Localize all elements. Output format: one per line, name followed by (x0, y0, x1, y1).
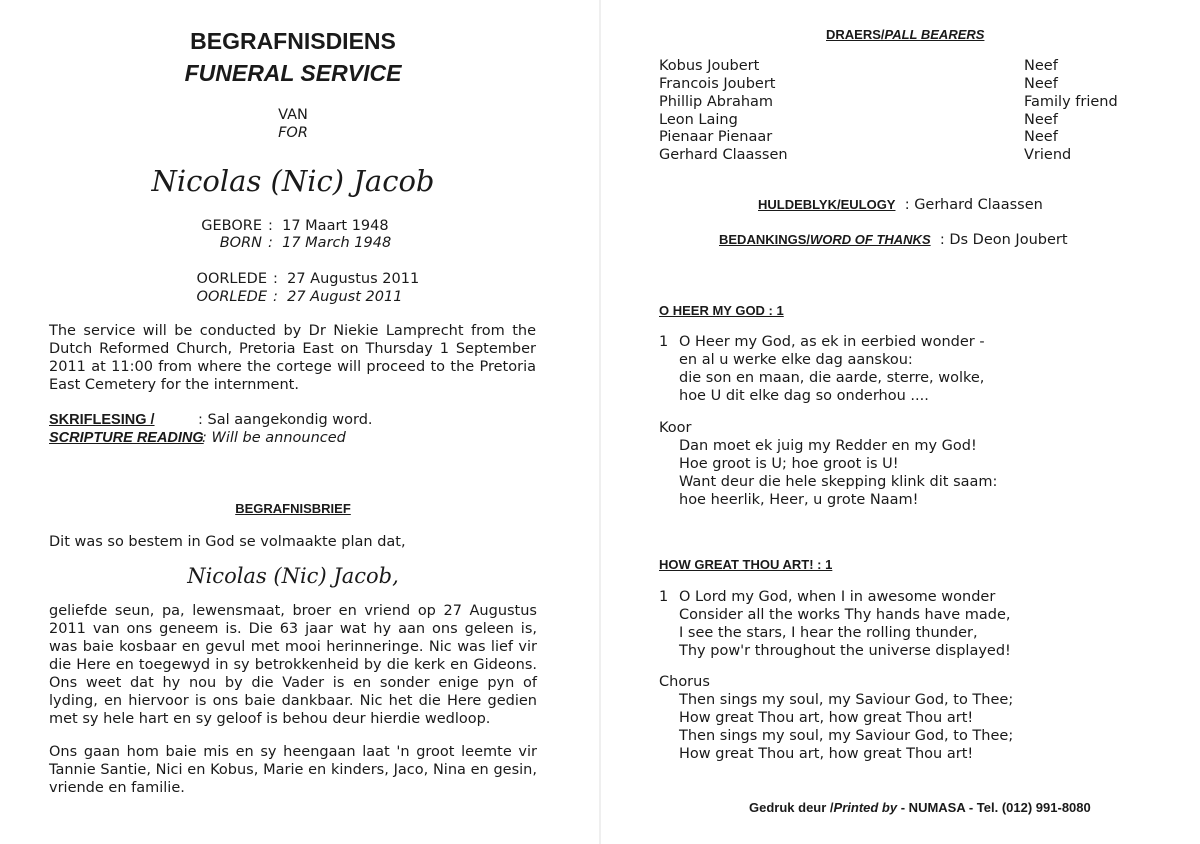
scripture-value-en: : Will be announced (202, 430, 346, 446)
hymn-af-chorus-line-3: Want deur die hele skepping klink dit saam: (679, 474, 998, 490)
hymn-af-chorus-line-2: Hoe groot is U; hoe groot is U! (679, 456, 899, 472)
died-value-af: : 27 Augustus 2011 (273, 271, 420, 287)
pallbearer-name-5: Pienaar Pienaar (659, 129, 773, 145)
hymn-en-verse-line-3: I see the stars, I hear the rolling thunder, (679, 625, 978, 641)
service-paragraph: The service will be conducted by Dr Niekie Lamprecht from the Dutch Reformed Church, Pretoria East on Thursday 1 September 2011 at 11:00 from where the cortege will proceed to the Pretoria East Cemetery for the internment. (49, 323, 536, 393)
died-date-af: 27 Augustus 2011 (287, 271, 420, 287)
pallbearers-heading-af: DRAERS/ (826, 27, 885, 42)
thanks-value: : Ds Deon Joubert (939, 232, 1068, 248)
hymn-en-verse-line-1: O Lord my God, when I in awesome wonder (679, 589, 996, 605)
letter-name: Nicolas (Nic) Jacob, (187, 564, 399, 588)
pallbearer-name-1: Kobus Joubert (659, 58, 760, 74)
hymn-en-verse-line-2: Consider all the works Thy hands have made, (679, 607, 1011, 623)
hymn-en-verse-line-4: Thy pow'r throughout the universe displayed! (679, 643, 1011, 659)
born-value-af: : 17 Maart 1948 (268, 218, 389, 234)
hymn-en-verse-number: 1 (659, 589, 669, 605)
died-value-en: : 27 August 2011 (273, 289, 403, 305)
died-label-af: OORLEDE (196, 271, 267, 287)
died-label-en: OORLEDE (196, 289, 267, 305)
eulogy-value: : Gerhard Claassen (904, 197, 1043, 213)
van-label: VAN (278, 107, 308, 123)
thanks-label-en: WORD OF THANKS (810, 232, 931, 247)
thanks-label-af: BEDANKINGS/ (719, 232, 811, 247)
hymn-af-verse-number: 1 (659, 334, 669, 350)
born-date-en: 17 March 1948 (282, 235, 392, 251)
scripture-label-af: SKRIFLESING / (49, 412, 155, 428)
pallbearer-relation-4: Neef (1024, 112, 1058, 128)
pallbearer-relation-6: Vriend (1024, 147, 1072, 163)
hymn-af-verse-line-3: die son en maan, die aarde, sterre, wolke, (679, 370, 985, 386)
hymn-en-chorus-label: Chorus (659, 674, 710, 690)
hymn-af-verse-line-4: hoe U dit elke dag so onderhou .... (679, 388, 929, 404)
born-value-en: : 17 March 1948 (268, 235, 392, 251)
printer-credit (749, 800, 1091, 815)
pallbearer-relation-2: Neef (1024, 76, 1058, 92)
pallbearer-relation-3: Family friend (1024, 94, 1118, 110)
hymn-af-chorus-line-4: hoe heerlik, Heer, u grote Naam! (679, 492, 919, 508)
pallbearer-relation-1: Neef (1024, 58, 1058, 74)
pallbearer-name-2: Francois Joubert (659, 76, 776, 92)
printer-credit-af: Gedruk deur / (749, 800, 834, 815)
born-label-af: GEBORE (201, 218, 262, 234)
hymn-en-chorus-line-1: Then sings my soul, my Saviour God, to Thee; (679, 692, 1014, 708)
letter-heading: BEGRAFNISBRIEF (235, 501, 351, 516)
hymn-en-chorus-line-3: Then sings my soul, my Saviour God, to Thee; (679, 728, 1014, 744)
hymn-en-chorus-line-4: How great Thou art, how great Thou art! (679, 746, 974, 762)
pallbearers-heading-en: PALL BEARERS (884, 27, 985, 42)
died-date-en: 27 August 2011 (287, 289, 403, 305)
eulogy-label: HULDEBLYK/EULOGY (758, 197, 896, 212)
printer-credit-en: Printed by (833, 800, 898, 815)
pallbearers-heading (826, 27, 984, 42)
for-label: FOR (278, 125, 308, 141)
pallbearer-name-3: Phillip Abraham (659, 94, 774, 110)
hymn-en-chorus-line-2: How great Thou art, how great Thou art! (679, 710, 974, 726)
pallbearer-name-6: Gerhard Claassen (659, 147, 788, 163)
letter-paragraph-2: Ons gaan hom baie mis en sy heengaan laat 'n groot leemte vir Tannie Santie, Nici en Kobus, Marie en kinders, Jaco, Nina en gesin, vriende en familie. (49, 744, 537, 796)
thanks-line (719, 231, 1068, 249)
pallbearer-relation-5: Neef (1024, 129, 1058, 145)
title-english: FUNERAL SERVICE (184, 60, 402, 86)
deceased-name: Nicolas (Nic) Jacob (151, 164, 435, 198)
scripture-label-en: SCRIPTURE READING (49, 430, 204, 446)
hymn-af-heading: O HEER MY GOD : 1 (659, 303, 784, 318)
scripture-value-af: : Sal aangekondig word. (198, 412, 373, 428)
letter-intro: Dit was so bestem in God se volmaakte plan dat, (49, 534, 406, 550)
born-date-af: 17 Maart 1948 (282, 218, 389, 234)
hymn-en-heading: HOW GREAT THOU ART! : 1 (659, 557, 833, 572)
hymn-af-verse-line-1: O Heer my God, as ek in eerbied wonder - (679, 334, 985, 350)
letter-paragraph-1: geliefde seun, pa, lewensmaat, broer en vriend op 27 Augustus 2011 van ons geneem is. Die 63 jaar wat hy aan ons geleen is, was baie kosbaar en gevul met mooi herinneringe. Nic was lief vir die Here en toegewyd in sy betrokkenheid by die kerk en Gideons. Ons weet dat hy nou by die Vader is en sonder enige pyn of lyding, en hiervoor is ons baie dankbaar. Nic het die Here gedien met sy hele hart en sy geloof is behou deur hierdie wedloop. (49, 603, 537, 727)
pallbearer-name-4: Leon Laing (659, 112, 738, 128)
hymn-af-chorus-line-1: Dan moet ek juig my Redder en my God! (679, 438, 977, 454)
page-fold (599, 0, 601, 844)
printer-credit-details: - NUMASA - Tel. (012) 991-8080 (900, 800, 1091, 815)
hymn-af-verse-line-2: en al u werke elke dag aanskou: (679, 352, 913, 368)
hymn-af-chorus-label: Koor (659, 420, 692, 436)
born-label-en: BORN (219, 235, 262, 251)
eulogy-line (758, 196, 1043, 214)
title-afrikaans: BEGRAFNISDIENS (190, 28, 396, 54)
